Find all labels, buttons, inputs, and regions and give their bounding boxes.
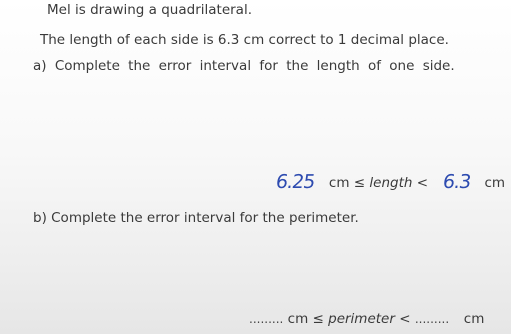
handwritten-upper-bound[interactable]: 6.3 [441, 171, 472, 193]
less-or-equal-symbol: ≤ [353, 175, 366, 191]
less-than-symbol: < [416, 175, 429, 191]
less-or-equal-symbol: ≤ [312, 311, 324, 327]
part-b-prompt: b) Complete the error interval for the perimeter. [33, 210, 359, 226]
unit-label: cm [484, 175, 506, 191]
less-than-symbol: < [399, 311, 411, 327]
part-b-answer-row [249, 311, 484, 327]
upper-bound-blank[interactable]: ......... [414, 312, 450, 326]
unit-label: cm [328, 175, 350, 191]
variable-label: length [369, 175, 413, 191]
side-length-text: The length of each side is 6.3 cm correct to 1 decimal place. [40, 32, 449, 48]
part-a-prompt: a) Complete the error interval for the length of one side. [33, 58, 455, 74]
part-a-answer-row [276, 170, 505, 192]
intro-text: Mel is drawing a quadrilateral. [47, 2, 252, 18]
lower-bound-blank[interactable]: ......... [249, 312, 284, 326]
unit-label: cm [463, 311, 485, 327]
handwritten-lower-bound[interactable]: 6.25 [274, 171, 316, 193]
variable-label: perimeter [328, 311, 395, 327]
unit-label: cm [287, 311, 309, 327]
